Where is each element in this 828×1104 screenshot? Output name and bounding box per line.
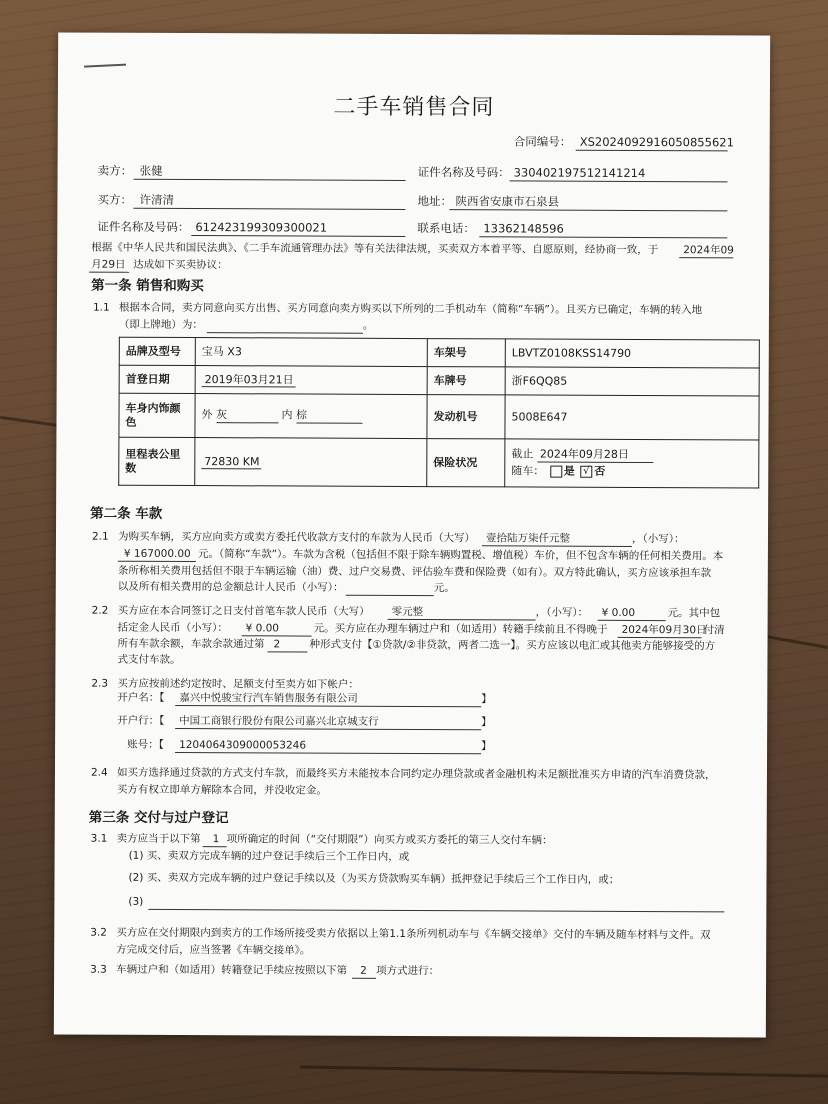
payoff-date: 2024年09月30日 [621, 623, 707, 637]
insurance-cell [505, 439, 759, 488]
underline [576, 150, 728, 152]
clause-1-1-text: 根据本合同，卖方同意向买方出售、买方同意向卖方购买以下所列的二手机动车（简称“车辆”）。且买方已确定，车辆的转入地 [118, 301, 703, 317]
buyer-address: 陕西省安康市石泉县 [455, 194, 559, 209]
seller-id: 330402197512141214 [513, 165, 646, 181]
underline [134, 179, 406, 181]
price-upper: 壹拾陆万柒仟元整 [485, 532, 571, 545]
buyer-id-label: 证件名称及号码： [97, 219, 190, 235]
account-name-label: 开户名：【 [117, 691, 165, 704]
underline [598, 620, 666, 621]
color-label: 车身内饰颜色 [119, 393, 195, 437]
delivery-option-1: (1) 买、卖双方完成车辆的过户登记手续后三个工作日内，或 [128, 849, 410, 863]
transfer-option: 2 [360, 964, 367, 977]
pen-mark [84, 64, 126, 68]
mileage-cell [195, 438, 427, 487]
underline [133, 208, 405, 210]
underline [449, 209, 727, 211]
account-number-label: 账号：【 [127, 738, 164, 751]
clause-number: 1.1 [92, 301, 110, 314]
underline [267, 651, 307, 652]
bracket: 】 [481, 693, 492, 706]
deposit-value: ¥ 0.00 [245, 622, 280, 635]
clause-3-3-text: 车辆过户和（如适用）转籍登记手续应按照以下第 [116, 963, 348, 977]
underline [89, 272, 129, 273]
preamble-text-b: 达成如下买卖协议： [133, 258, 228, 272]
with-car-label: 随车： [511, 464, 545, 478]
account-number: 1204064309000053246 [179, 738, 307, 752]
preamble-text: 根据《中华人民共和国民法典》、《二手车流通管理办法》等有关法律法规，买卖双方本着平等、自愿原则，经协商一致，于 [91, 241, 659, 257]
buyer-name: 许清清 [139, 192, 174, 207]
engine-label: 发动机号 [427, 395, 505, 439]
article3-heading: 第三条 交付与过户登记 [88, 809, 229, 827]
clause-2-2-text-c: 元。其中包 [667, 607, 721, 620]
clause-2-1-text: 为购买车辆，买方应向卖方或卖方委托代收款方支付的车款为人民币（大写） [117, 530, 476, 545]
clause-2-3-text: 买方应按前述约定按时、足额支付至卖方如下帐户： [117, 677, 359, 691]
underline [118, 561, 196, 562]
interior-color: 棕 [296, 408, 362, 423]
no-label: 否 [594, 464, 606, 478]
exterior-color: 灰 [216, 408, 278, 423]
vehicle-info-table [118, 337, 760, 489]
clause-1-1-text-2: （即上牌地）为： [118, 318, 203, 332]
contract-number: XS20240929160508556​21 [579, 134, 734, 150]
buyer-phone-label: 联系电话： [417, 221, 475, 236]
underline [175, 705, 481, 707]
clause-number: 2.2 [91, 604, 109, 617]
underline [679, 257, 733, 258]
clause-number: 2.3 [91, 677, 109, 690]
exterior-label: 外 [201, 408, 213, 422]
clause-number: 2.1 [91, 530, 109, 543]
article1-heading: 第一条 销售和购买 [91, 277, 204, 295]
buyer-id: 612423199309300021 [195, 220, 328, 235]
clause-2-1-text-e: 以及所有相关费用的总金额总计人民币（小写）： [117, 580, 344, 594]
vin-value: LBVTZ0108KSS14790 [505, 339, 759, 368]
clause-number: 2.4 [90, 766, 108, 779]
clause-2-1-text-d: 条所称相关费用包括但不限于车辆运输（油）费、过户交易费、评估验车费和保险费（如有）。双方特此确认，买方应该承担车款 [117, 564, 712, 580]
insurance-until-value: 2024年09月28日 [537, 448, 653, 464]
clause-2-2-text-g: 所有车款余额，车款余款通过第 [117, 637, 265, 651]
clause-2-1-text-c: 元。（简称“车款”）。车款为含税（包括但不限于除车辆购置税、增值税）车价，但不包含车辆的任何相关费用。本 [197, 548, 724, 563]
clause-3-1-text: 卖方应当于以下第 [116, 832, 201, 846]
clause-2-2-text: 买方应在本合同签订之日支付首笔车款人民币（大写） [117, 604, 370, 618]
clause-2-2-text-e: 元。买方应在办理车辆过户和（如适用）转籍手续前且不得晚于 [313, 622, 608, 636]
mileage-label: 里程表公里数 [119, 437, 195, 485]
bracket: 】 [481, 740, 492, 753]
reg-date-value: 2019年03月21日 [202, 373, 296, 387]
bracket: 】 [481, 716, 492, 729]
clause-3-2-text: 买方应在交付期限内到卖方的工作场所接受卖方依据以上第1.1条所列机动车与《车辆交接单》交付的车辆及随车材料与文件。双 [116, 926, 711, 942]
clause-2-4-text-b: 买方有权立即单方解除本合同，并没收定金。 [116, 783, 327, 797]
underline [510, 180, 728, 182]
mileage-value: 72830 KM [201, 455, 261, 469]
contract-document [54, 32, 770, 1037]
interior-label: 内 [281, 408, 293, 422]
table-seam [760, 634, 827, 649]
destination-blank [207, 332, 363, 334]
clause-number: 3.1 [90, 832, 108, 845]
clause-2-2-text-d: 括定金人民币（小写）： [117, 621, 228, 635]
payment-method: 2 [273, 638, 281, 651]
yes-checkbox[interactable] [550, 466, 562, 478]
plate-label: 车牌号 [427, 367, 505, 395]
delivery-option-3: (3) [128, 895, 144, 908]
delivery-option: 1 [212, 833, 220, 846]
seller-label: 卖方： [97, 163, 133, 178]
delivery-option-2: (2) 买、卖双方完成车辆的过户登记手续以及（为买方贷款购买车辆）抵押登记手续后三个工作日内，或； [128, 871, 620, 886]
clause-3-2-text-b: 方完成交付后，应当签署《车辆交接单》。 [116, 943, 311, 957]
underline [175, 752, 481, 754]
table-seam [0, 416, 60, 427]
option-3-blank [148, 909, 724, 913]
price-lower: ¥ 167000.00 [123, 547, 191, 561]
table-seam [300, 1065, 828, 1077]
buyer-label: 买方： [97, 192, 132, 207]
clause-2-1-text-f: 元。 [433, 582, 455, 595]
clause-2-2-text-i: 式支付车款。 [117, 653, 181, 666]
underline [388, 619, 536, 621]
contract-number-label: 合同编号： [513, 134, 572, 149]
clause-2-2-text-b: ，（小写）： [535, 606, 589, 619]
yes-label: 是 [563, 464, 575, 478]
underline [352, 978, 376, 979]
vin-label: 车架号 [427, 339, 505, 367]
clause-2-1-text-b: ，（小写）： [631, 532, 685, 546]
brand-value: 宝马 X3 [195, 338, 427, 367]
underline [482, 545, 632, 547]
contract-title: 二手车销售合同 [333, 94, 495, 121]
total-blank [346, 595, 434, 596]
clause-number: 3.2 [90, 926, 107, 939]
clause-3-3-text-b: 项方式进行： [376, 964, 440, 978]
clause-3-1-text-b: 项所确定的时间（“交付期限”）向买方或买方委托的第三人交付车辆： [226, 833, 553, 847]
seller-name: 张健 [139, 163, 163, 178]
account-name: 嘉兴中悦骏宝行汽车销售服务有限公司 [179, 691, 358, 705]
underline [175, 728, 481, 730]
no-checkbox-checked[interactable]: √ [580, 466, 592, 478]
buyer-address-label: 地址： [417, 194, 452, 209]
insurance-label: 保险状况 [427, 439, 505, 487]
account-bank-label: 开户行：【 [117, 714, 165, 727]
article2-heading: 第二条 车款 [90, 505, 163, 522]
underline [479, 236, 727, 238]
reg-date-cell [195, 366, 427, 395]
buyer-phone: 13362148596 [483, 221, 564, 236]
clause-2-4-text: 如买方选择通过贷款的方式支付车款，而最终买方未能按本合同约定办理贷款或者金融机构未足额批准买方申请的汽车消费贷款， [116, 766, 716, 782]
reg-date-label: 首登日期 [119, 365, 195, 393]
clause-number: 3.3 [90, 963, 107, 976]
preamble-year-month: 2024年09 [683, 244, 734, 257]
insurance-until-label: 截止 [511, 447, 534, 461]
period: 。 [362, 319, 374, 332]
engine-value: 5008E647 [505, 395, 759, 440]
first-payment-upper: 零元整 [391, 605, 424, 619]
account-bank: 中国工商银行股份有限公司嘉兴北京城支行 [179, 714, 379, 728]
preamble-day: 月29日 [91, 258, 126, 271]
brand-label: 品牌及型号 [119, 337, 195, 365]
underline [203, 846, 227, 847]
seller-id-label: 证件名称及号码： [417, 165, 510, 180]
clause-2-2-text-f: 付清 [703, 624, 725, 637]
first-payment-lower: ¥ 0.00 [601, 606, 636, 619]
plate-value: 浙F6QQ85 [505, 367, 759, 396]
clause-2-2-text-h: 种形式支付【①贷款/②非贷款，两者二选一】。买方应该以电汇或其他卖方能够接受的方 [309, 638, 716, 653]
underline [191, 235, 405, 237]
color-cell [195, 394, 427, 439]
